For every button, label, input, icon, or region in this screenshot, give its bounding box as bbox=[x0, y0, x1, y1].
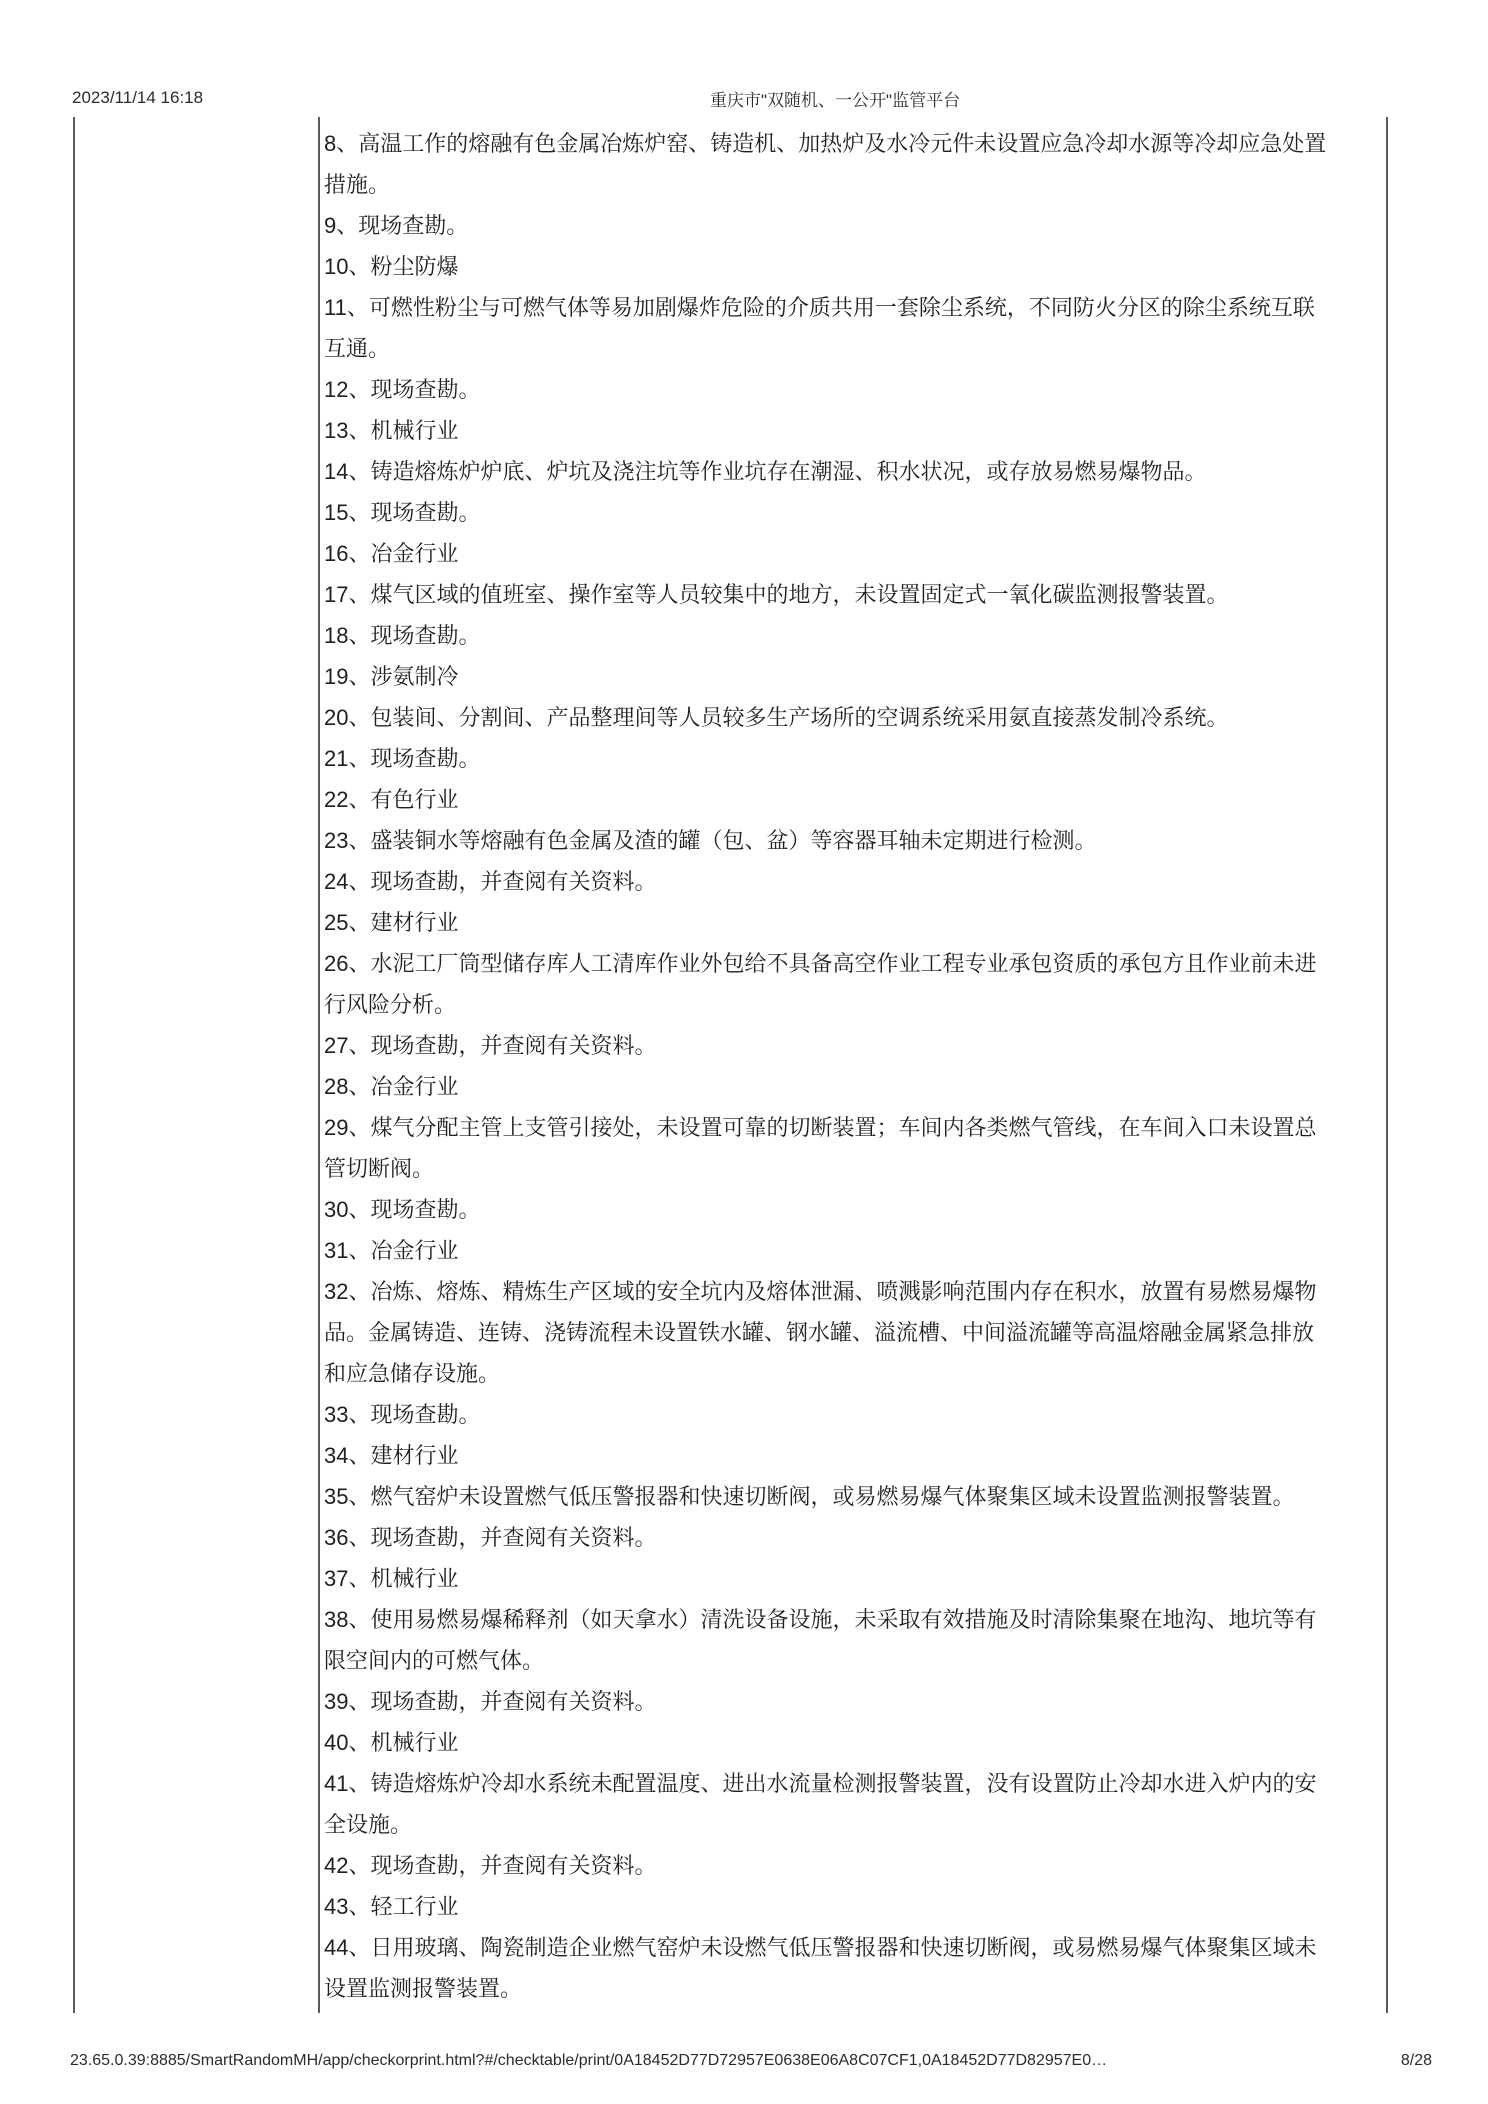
list-line: 25、建材行业 bbox=[324, 910, 459, 935]
list-line: 21、现场查勘。 bbox=[324, 746, 481, 771]
list-line: 15、现场查勘。 bbox=[324, 500, 481, 525]
list-line: 26、水泥工厂筒型储存库人工清库作业外包给不具备高空作业工程专业承包资质的承包方且作业前未进 bbox=[324, 951, 1317, 976]
list-line: 29、煤气分配主管上支管引接处，未设置可靠的切断装置；车间内各类燃气管线，在车间入口未设置总 bbox=[324, 1115, 1317, 1140]
list-line: 11、可燃性粉尘与可燃气体等易加剧爆炸危险的介质共用一套除尘系统，不同防火分区的除尘系统互联 bbox=[324, 295, 1315, 320]
table-column-divider bbox=[318, 117, 320, 2013]
list-line: 39、现场查勘，并查阅有关资料。 bbox=[324, 1689, 657, 1714]
list-line: 24、现场查勘，并查阅有关资料。 bbox=[324, 869, 657, 894]
list-line: 和应急储存设施。 bbox=[324, 1361, 501, 1386]
list-line: 44、日用玻璃、陶瓷制造企业燃气窑炉未设燃气低压警报器和快速切断阀，或易燃易爆气体聚集区域未 bbox=[324, 1935, 1317, 1960]
list-line: 30、现场查勘。 bbox=[324, 1197, 481, 1222]
list-line: 27、现场查勘，并查阅有关资料。 bbox=[324, 1033, 657, 1058]
list-line: 31、冶金行业 bbox=[324, 1238, 459, 1263]
list-line: 13、机械行业 bbox=[324, 418, 459, 443]
list-line: 17、煤气区域的值班室、操作室等人员较集中的地方，未设置固定式一氧化碳监测报警装置。 bbox=[324, 582, 1229, 607]
list-line: 14、铸造熔炼炉炉底、炉坑及浇注坑等作业坑存在潮湿、积水状况，或存放易燃易爆物品。 bbox=[324, 459, 1207, 484]
list-line: 管切断阀。 bbox=[324, 1156, 435, 1181]
list-line: 限空间内的可燃气体。 bbox=[324, 1648, 545, 1673]
list-line: 8、高温工作的熔融有色金属冶炼炉窑、铸造机、加热炉及水冷元件未设置应急冷却水源等冷却应急处置 bbox=[324, 131, 1327, 156]
list-line: 18、现场查勘。 bbox=[324, 623, 481, 648]
list-line: 33、现场查勘。 bbox=[324, 1402, 481, 1427]
list-line: 19、涉氨制冷 bbox=[324, 664, 459, 689]
list-line: 35、燃气窑炉未设置燃气低压警报器和快速切断阀，或易燃易爆气体聚集区域未设置监测报警装置。 bbox=[324, 1484, 1295, 1509]
list-line: 36、现场查勘，并查阅有关资料。 bbox=[324, 1525, 657, 1550]
list-line: 32、冶炼、熔炼、精炼生产区域的安全坑内及熔体泄漏、喷溅影响范围内存在积水，放置有易燃易爆物 bbox=[324, 1279, 1317, 1304]
list-line: 22、有色行业 bbox=[324, 787, 459, 812]
print-footer-url: 23.65.0.39:8885/SmartRandomMH/app/checkorprint.html?#/checktable/print/0A18452D77D72957E0638E06A8C07CF1,0A18452D77D82957E0… bbox=[70, 2052, 1108, 2069]
list-line: 互通。 bbox=[324, 336, 391, 361]
list-line: 设置监测报警装置。 bbox=[324, 1976, 523, 2001]
list-line: 品。金属铸造、连铸、浇铸流程未设置铁水罐、钢水罐、溢流槽、中间溢流罐等高温熔融金属紧急排放 bbox=[324, 1320, 1315, 1345]
list-line: 12、现场查勘。 bbox=[324, 377, 481, 402]
list-line: 16、冶金行业 bbox=[324, 541, 459, 566]
list-line: 20、包装间、分割间、产品整理间等人员较多生产场所的空调系统采用氨直接蒸发制冷系统。 bbox=[324, 705, 1229, 730]
list-line: 43、轻工行业 bbox=[324, 1894, 459, 1919]
list-line: 10、粉尘防爆 bbox=[324, 254, 459, 279]
list-line: 38、使用易燃易爆稀释剂（如天拿水）清洗设备设施，未采取有效措施及时清除集聚在地沟、地坑等有 bbox=[324, 1607, 1317, 1632]
print-footer-page-number: 8/28 bbox=[1400, 2052, 1432, 2069]
list-line: 28、冶金行业 bbox=[324, 1074, 459, 1099]
list-line: 37、机械行业 bbox=[324, 1566, 459, 1591]
page-title: 重庆市"双随机、一公开"监管平台 bbox=[710, 91, 961, 110]
list-line: 40、机械行业 bbox=[324, 1730, 459, 1755]
content-lines bbox=[324, 123, 1380, 2013]
list-line: 42、现场查勘，并查阅有关资料。 bbox=[324, 1853, 657, 1878]
list-line: 23、盛装铜水等熔融有色金属及渣的罐（包、盆）等容器耳轴未定期进行检测。 bbox=[324, 828, 1097, 853]
list-line: 行风险分析。 bbox=[324, 992, 457, 1017]
list-line: 措施。 bbox=[324, 172, 391, 197]
list-line: 全设施。 bbox=[324, 1812, 413, 1837]
list-line: 34、建材行业 bbox=[324, 1443, 459, 1468]
list-line: 9、现场查勘。 bbox=[324, 213, 469, 238]
print-timestamp: 2023/11/14 16:18 bbox=[72, 88, 204, 107]
list-line: 41、铸造熔炼炉冷却水系统未配置温度、进出水流量检测报警装置，没有设置防止冷却水进入炉内的安 bbox=[324, 1771, 1317, 1796]
